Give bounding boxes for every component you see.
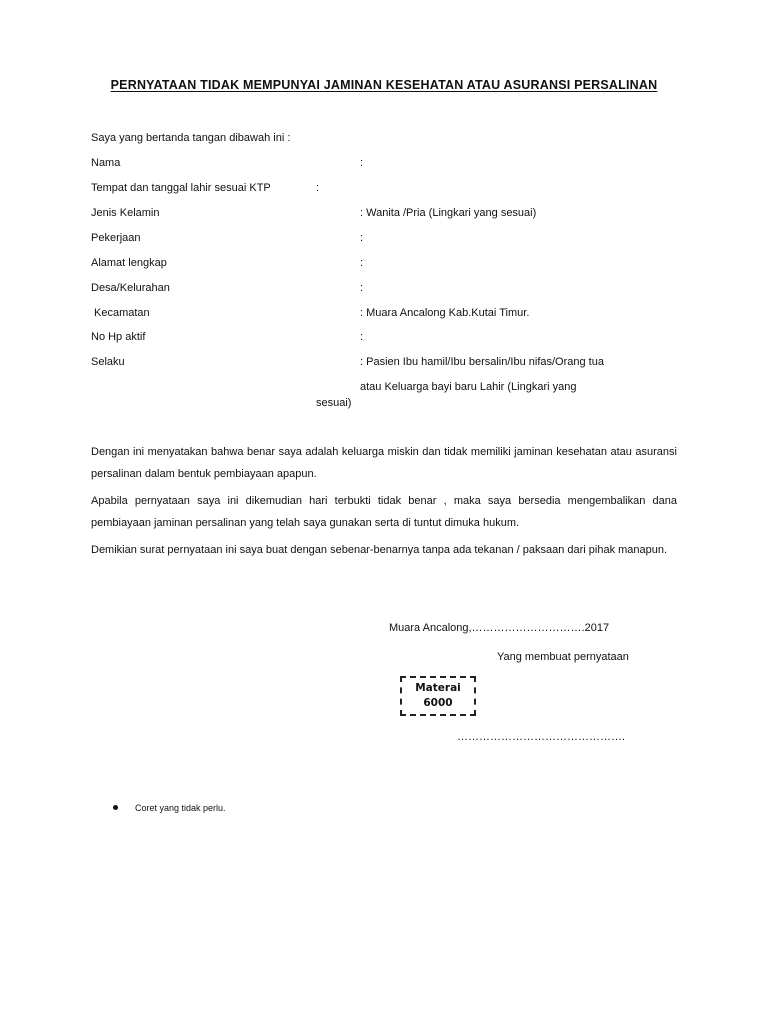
field-label-kecamatan: Kecamatan: [94, 307, 150, 319]
field-value-selaku-cont-1: atau Keluarga bayi baru Lahir (Lingkari yang: [360, 381, 577, 393]
paragraph-statement: Dengan ini menyatakan bahwa benar saya adalah keluarga miskin dan tidak memiliki jaminan kesehatan atau asuransi persalinan dalam bentuk pembiayaan apapun.: [91, 446, 677, 480]
stamp-value: 6000: [423, 697, 453, 709]
field-value-selaku-cont-2: sesuai): [316, 397, 352, 409]
field-value-jenis-kelamin: : Wanita /Pria (Lingkari yang sesuai): [360, 207, 537, 219]
field-value-nama: :: [360, 157, 364, 169]
field-value-no-hp: :: [360, 331, 364, 343]
signer-label: Yang membuat pernyataan: [497, 651, 629, 663]
signature-line: ……………………………………….: [457, 731, 626, 743]
field-label-nama: Nama: [91, 157, 121, 169]
materai-stamp-box: [400, 676, 476, 716]
field-value-kecamatan: : Muara Ancalong Kab.Kutai Timur.: [360, 307, 530, 319]
field-label-desa: Desa/Kelurahan: [91, 282, 170, 294]
field-label-jenis-kelamin: Jenis Kelamin: [91, 207, 160, 219]
field-label-no-hp: No Hp aktif: [91, 331, 146, 343]
footnote: Coret yang tidak perlu.: [135, 803, 226, 813]
field-label-selaku: Selaku: [91, 356, 125, 368]
intro-text: Saya yang bertanda tangan dibawah ini :: [91, 132, 291, 144]
paragraph-consequence: Apabila pernyataan saya ini dikemudian hari terbukti tidak benar , maka saya bersedia mengembalikan dana pembiayaan jaminan persalinan yang telah saya gunakan serta di tuntut dimuka hukum.: [91, 495, 677, 529]
bullet-icon: [113, 805, 118, 810]
paragraph-closing: Demikian surat pernyataan ini saya buat dengan sebenar-benarnya tanpa ada tekanan / paksaan dari pihak manapun.: [91, 544, 668, 556]
field-value-tempat-tanggal-lahir: :: [316, 182, 320, 194]
field-value-selaku: : Pasien Ibu hamil/Ibu bersalin/Ibu nifas/Orang tua: [360, 356, 604, 368]
place-date: Muara Ancalong,………………………….2017: [389, 622, 610, 634]
document-title: PERNYATAAN TIDAK MEMPUNYAI JAMINAN KESEHATAN ATAU ASURANSI PERSALINAN: [110, 78, 658, 92]
field-label-pekerjaan: Pekerjaan: [91, 232, 141, 244]
field-value-pekerjaan: :: [360, 232, 364, 244]
field-value-alamat: :: [360, 257, 364, 269]
stamp-label: Materai: [415, 682, 461, 694]
field-label-alamat: Alamat lengkap: [91, 257, 167, 269]
field-label-tempat-tanggal-lahir: Tempat dan tanggal lahir sesuai KTP: [91, 182, 271, 194]
field-value-desa: :: [360, 282, 364, 294]
